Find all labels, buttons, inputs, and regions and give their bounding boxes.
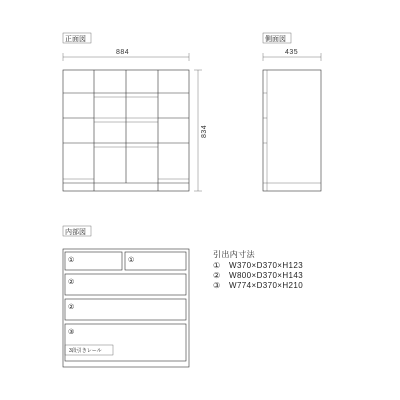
interior-drawer-2b [65, 299, 186, 320]
front-view-title: 正面図 [65, 36, 86, 43]
interior-drawer-2b-mark: ② [68, 303, 75, 311]
interior-view [63, 226, 189, 367]
interior-drawer-1-right-mark: ① [128, 256, 135, 264]
front-view [63, 33, 208, 191]
drawer-specs [213, 249, 303, 290]
interior-view-title: 内部図 [65, 229, 86, 236]
side-depth-label: 435 [285, 49, 299, 56]
front-height-label: 834 [201, 124, 208, 138]
spec-3-mark: ③ [213, 281, 221, 290]
spec-2-mark: ② [213, 271, 221, 280]
spec-1-text: W370×D370×H123 [229, 261, 304, 270]
side-view-title: 側面図 [265, 36, 286, 43]
side-cabinet-outline [263, 70, 321, 191]
spec-1-mark: ① [213, 261, 221, 270]
spec-2-text: W800×D370×H143 [229, 271, 304, 280]
interior-drawer-2a-mark: ② [68, 278, 75, 286]
interior-drawer-2a [65, 274, 186, 295]
interior-drawer-1-left-mark: ① [68, 256, 75, 264]
front-width-label: 884 [116, 49, 130, 56]
interior-drawer-3-mark: ③ [68, 328, 75, 336]
rail-note: 3段引きレール [69, 348, 102, 354]
interior-drawer-3 [65, 324, 186, 361]
specs-heading: 引出内寸法 [213, 250, 255, 259]
side-view [263, 33, 321, 191]
spec-3-text: W774×D370×H210 [229, 281, 304, 290]
